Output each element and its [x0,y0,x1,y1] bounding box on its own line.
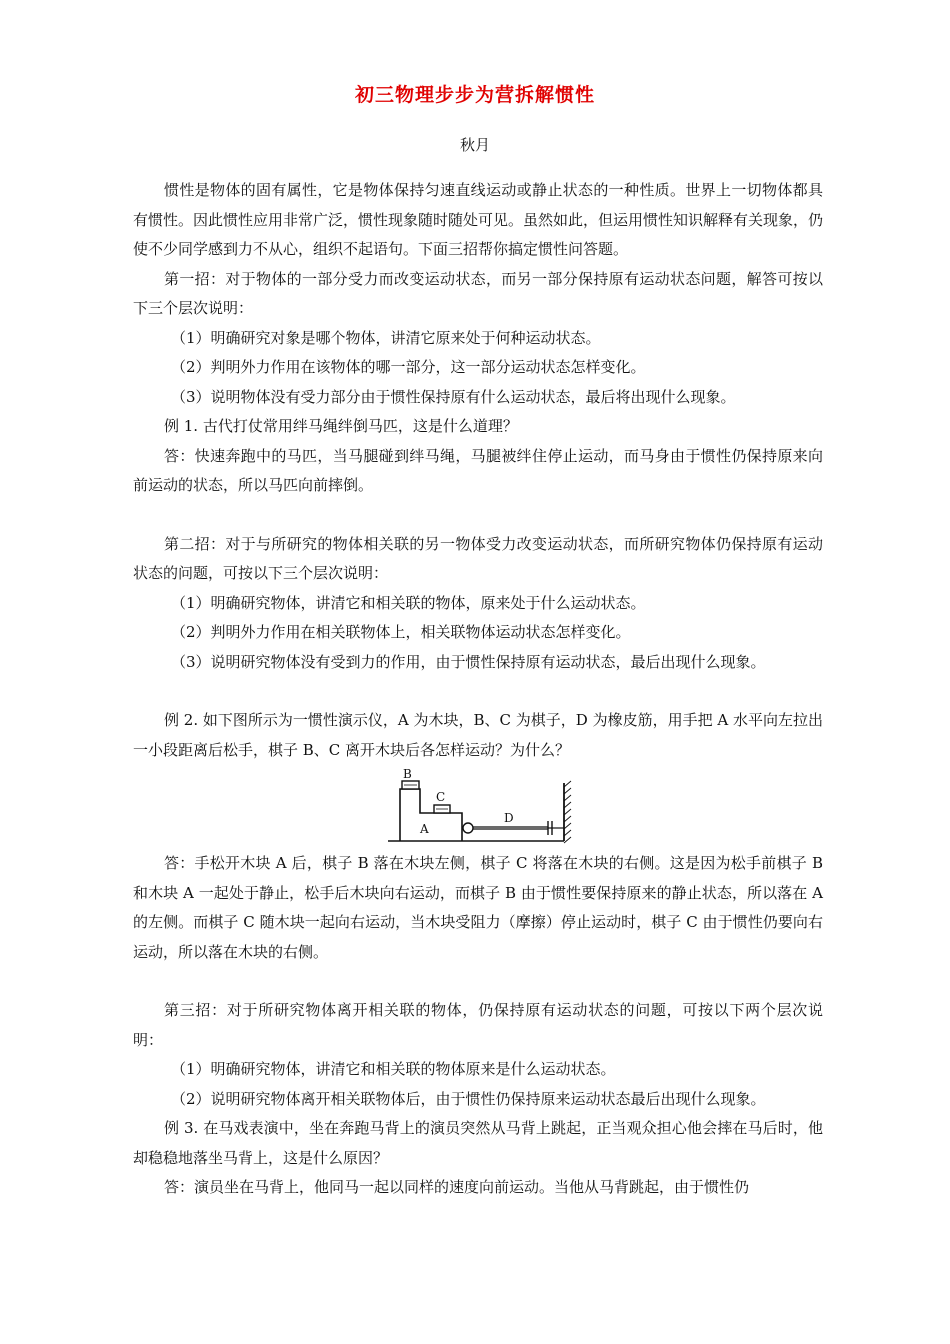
example1-question: 例 1. 古代打仗常用绊马绳绊倒马匹，这是什么道理？ [164,417,518,435]
document-body [133,176,823,1203]
example3-answer: 答：演员坐在马背上，他同马一起以同样的速度向前运动。当他从马背跳起，由于惯性仍 [164,1178,750,1196]
wood-block-a [400,789,462,841]
move1-step: （2）判明外力作用在该物体的哪一部分，这一部分运动状态怎样变化。 [171,358,646,376]
document-title: 初三物理步步为营拆解惯性 [354,84,595,106]
example2-question: 例 2. 如下图所示为一惯性演示仪，A 为木块，B、C 为棋子，D 为橡皮筋，用手把 A 水平向左拉出一小段距离后松手，棋子 B、C 离开木块后各怎样运动？为什么？ [133,711,823,759]
move2-step: （3）说明研究物体没有受到力的作用，由于惯性保持原有运动状态，最后出现什么现象。 [171,652,766,671]
inertia-demo-figure [386,767,576,849]
document-author: 秋月 [459,136,490,154]
move1-step: （1）明确研究对象是哪个物体，讲清它原来处于何种运动状态。 [171,328,601,347]
example2-answer: 答：手松开木块 A 后，棋子 B 落在木块左侧，棋子 C 将落在木块的右侧。这是因为松手前棋子 B 和木块 A 一起处于静止，松手后木块向右运动，而棋子 B 由于惯性要保持原来的静止状态，所以落在 A 的左侧。而棋子 C 随木块一起向右运动，当木块受阻力（摩擦）停止运动时，棋子 C 由于惯性仍要向右运动，所以落在木块的右侧。 [133,854,823,961]
move2-step: （1）明确研究物体，讲清它和相关联的物体，原来处于什么运动状态。 [171,593,646,612]
move3-heading: 第三招：对于所研究物体离开相关联的物体，仍保持原有运动状态的问题，可按以下两个层次说明： [133,1001,823,1049]
spacer [133,967,823,996]
example1-answer: 答：快速奔跑中的马匹，当马腿碰到绊马绳，马腿被绊住停止运动，而马身由于惯性仍保持原来向前运动的状态，所以马匹向前摔倒。 [133,446,823,494]
move1-step: （3）说明物体没有受力部分由于惯性保持原有什么运动状态，最后将出现什么现象。 [171,387,736,406]
move3-step: （1）明确研究物体，讲清它和相关联的物体原来是什么运动状态。 [171,1060,616,1078]
spacer [133,677,823,706]
hook-ring [463,823,473,833]
move1-heading: 第一招：对于物体的一部分受力而改变运动状态，而另一部分保持原有运动状态问题，解答可按以下三个层次说明： [133,269,823,317]
label-a: A [420,822,429,836]
label-b: B [403,767,412,781]
wall-hatch [564,781,571,843]
label-d: D [504,811,514,825]
intro-paragraph: 惯性是物体的固有属性，它是物体保持匀速直线运动或静止状态的一种性质。世界上一切物体都具有惯性。因此惯性应用非常广泛，惯性现象随时随处可见。虽然如此，但运用惯性知识解释有关现象，仍使不少同学感到力不从心，组织不起语句。下面三招帮你搞定惯性问答题。 [133,181,824,258]
move3-step: （2）说明研究物体离开相关联物体后，由于惯性仍保持原来运动状态最后出现什么现象。 [171,1089,766,1108]
label-c: C [436,790,446,804]
move2-step: （2）判明外力作用在相关联物体上，相关联物体运动状态怎样变化。 [171,623,631,641]
move2-heading: 第二招：对于与所研究的物体相关联的另一物体受力改变运动状态，而所研究物体仍保持原有运动状态的问题，可按以下三个层次说明： [133,534,823,582]
spacer [133,501,823,530]
example3-question: 例 3. 在马戏表演中，坐在奔跑马背上的演员突然从马背上跳起，正当观众担心他会摔在马后时，他却稳稳地落坐马背上，这是什么原因？ [133,1119,823,1167]
